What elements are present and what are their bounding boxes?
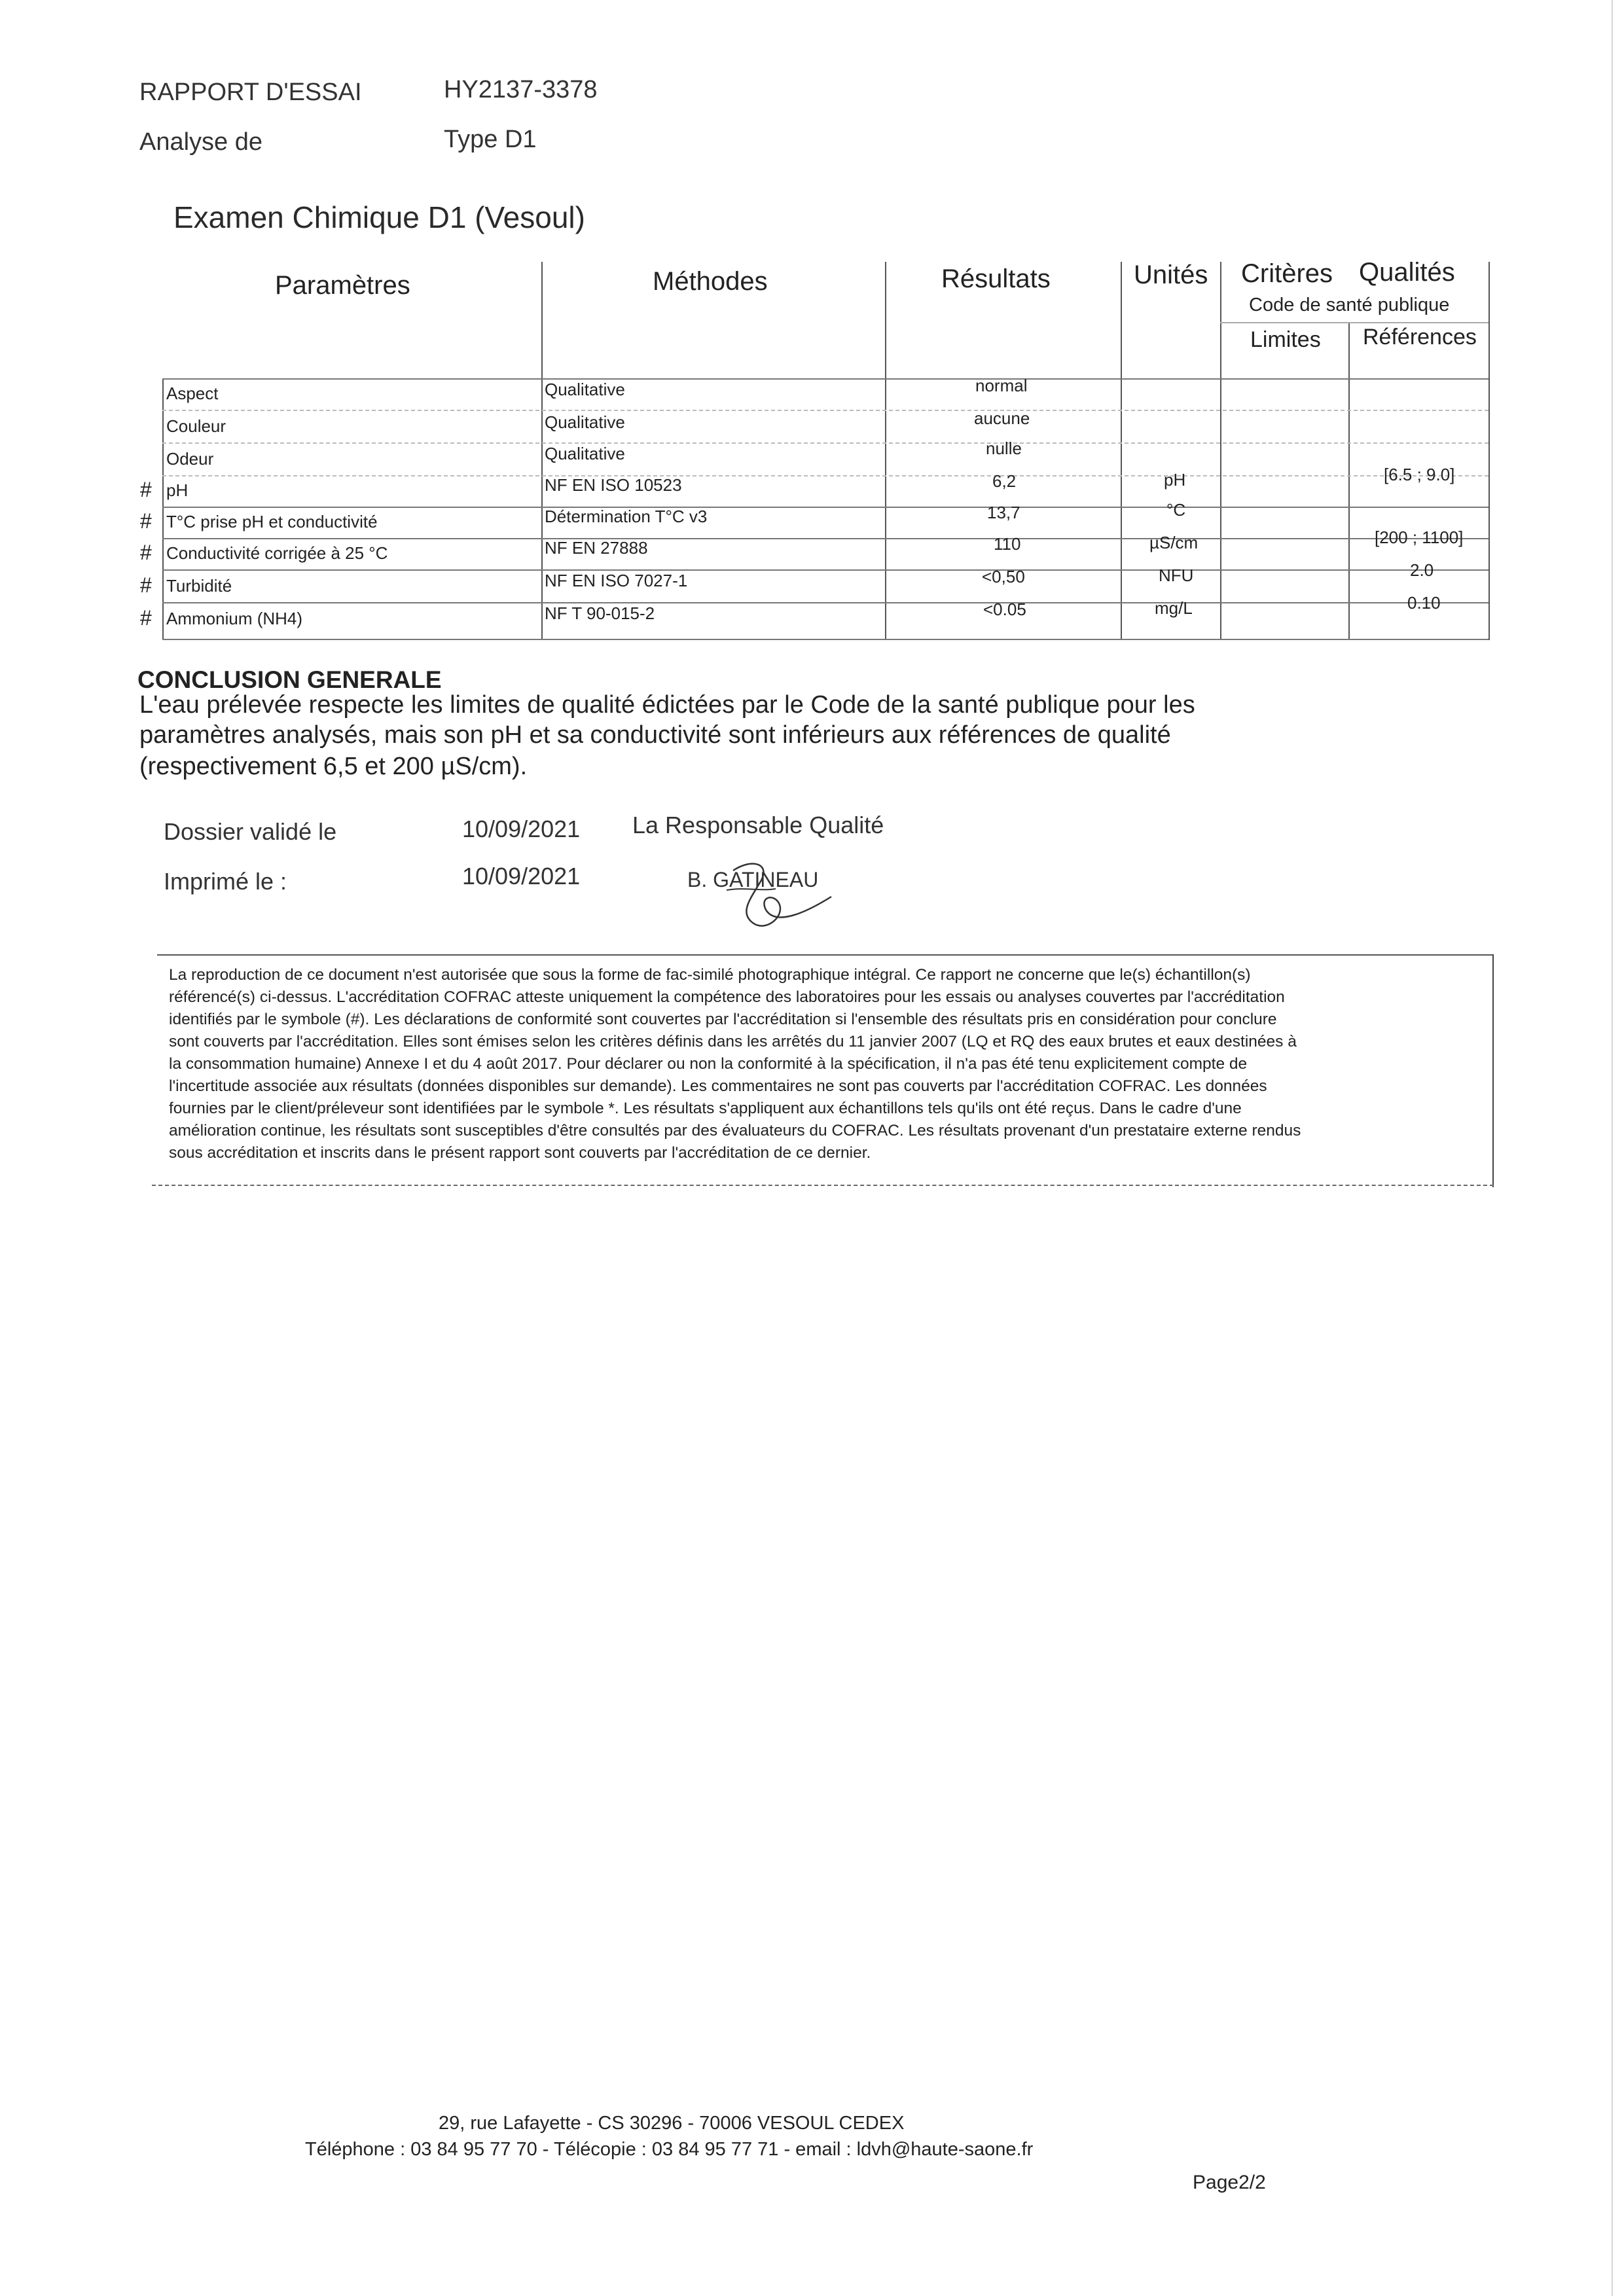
table-cell-parametre: Couleur (166, 416, 226, 436)
table-cell-parametre: pH (166, 480, 189, 500)
table-cell-unite: mg/L (1155, 598, 1193, 618)
validated-label: Dossier validé le (164, 818, 337, 845)
legal-line: identifiés par le symbole (#). Les déclarations de conformité sont couvertes par l'accréditation si l'ensemble des résultats pris en considération pour conclure (169, 1011, 1277, 1028)
footer-address: 29, rue Lafayette - CS 30296 - 70006 VESOUL CEDEX (439, 2113, 905, 2134)
accreditation-mark: # (140, 606, 152, 630)
table-cell-unite: µS/cm (1149, 533, 1199, 552)
signatory-name: B. GATINEAU (687, 868, 819, 891)
legal-line: sont couverts par l'accréditation. Elles sont émises selon les critères définis dans les arrêtés du 11 janvier 2007 (LQ et RQ des eaux brutes et eaux destinées à (169, 1033, 1297, 1050)
col-header-parametres: Paramètres (275, 271, 410, 300)
accreditation-mark: # (140, 573, 152, 597)
table-cell-resultat: 110 (994, 534, 1021, 554)
table-cell-methode: Qualitative (545, 444, 625, 463)
table-cell-parametre: Odeur (166, 449, 214, 469)
col-header-methodes: Méthodes (653, 267, 768, 296)
table-cell-parametre: Ammonium (NH4) (166, 609, 303, 628)
table-cell-methode: Qualitative (545, 412, 625, 432)
table-cell-unite: pH (1164, 470, 1186, 490)
col-header-resultats: Résultats (941, 264, 1051, 293)
table-cell-methode: NF EN 27888 (545, 538, 648, 558)
signature-scribble (713, 851, 838, 942)
table-cell-parametre: Conductivité corrigée à 25 °C (166, 543, 388, 563)
table-cell-methode: NF EN ISO 10523 (545, 475, 682, 495)
table-cell-resultat: nulle (986, 439, 1022, 458)
col-header-code-sante: Code de santé publique (1249, 295, 1450, 315)
legal-line: référencé(s) ci-dessus. L'accréditation COFRAC atteste uniquement la compétence des laboratoires pour les essais ou analyses couvertes par l'accréditation (169, 988, 1285, 1006)
printed-label: Imprimé le : (164, 868, 287, 895)
table-cell-resultat: normal (975, 376, 1028, 395)
results-table (131, 258, 1492, 641)
table-cell-methode: NF T 90-015-2 (545, 603, 655, 623)
legal-line: fournies par le client/préleveur sont identifiées par le symbole *. Les résultats s'appliquent aux échantillons tels qu'ils ont été reçus. Dans le cadre d'une (169, 1100, 1242, 1117)
conclusion-line: L'eau prélevée respecte les limites de qualité édictées par le Code de la santé publique pour les (139, 691, 1195, 719)
page-number: Page2/2 (1193, 2172, 1266, 2193)
table-cell-methode: NF EN ISO 7027-1 (545, 571, 688, 590)
table-cell-reference: [6.5 ; 9.0] (1384, 465, 1455, 484)
table-cell-parametre: Aspect (166, 384, 219, 403)
printed-date: 10/09/2021 (462, 863, 581, 889)
scan-edge-line (1612, 0, 1613, 2296)
table-cell-parametre: T°C prise pH et conductivité (166, 512, 378, 531)
responsible-title: La Responsable Qualité (632, 812, 884, 838)
report-number: HY2137-3378 (444, 76, 598, 103)
table-cell-resultat: 6,2 (992, 471, 1017, 491)
table-cell-methode: Qualitative (545, 380, 625, 399)
analysis-label: Analyse de (139, 128, 263, 156)
col-header-unites: Unités (1134, 260, 1208, 289)
validated-date: 10/09/2021 (462, 816, 581, 842)
table-cell-resultat: <0.05 (983, 600, 1026, 619)
accreditation-mark: # (140, 509, 152, 533)
conclusion-title: CONCLUSION GENERALE (137, 666, 442, 693)
exam-title: Examen Chimique D1 (Vesoul) (173, 200, 585, 234)
table-cell-parametre: Turbidité (166, 576, 232, 596)
table-cell-reference: [200 ; 1100] (1375, 528, 1464, 547)
footer-contact: Téléphone : 03 84 95 77 70 - Télécopie : 03 84 95 77 71 - email : ldvh@haute-saone.fr (305, 2139, 1034, 2160)
table-cell-unite: °C (1166, 500, 1186, 520)
legal-notice (157, 954, 1494, 1187)
table-cell-reference: 0.10 (1407, 593, 1441, 613)
legal-line: La reproduction de ce document n'est autorisée que sous la forme de fac-similé photographique intégral. Ce rapport ne concerne que le(s) échantillon(s) (169, 966, 1251, 984)
col-header-references: Références (1363, 325, 1477, 350)
col-header-qualites: Qualités (1359, 258, 1455, 287)
table-cell-limite: 2.0 (1410, 560, 1434, 580)
report-label: RAPPORT D'ESSAI (139, 79, 362, 106)
accreditation-mark: # (140, 478, 152, 501)
accreditation-mark: # (140, 541, 152, 564)
table-cell-methode: Détermination T°C v3 (545, 507, 708, 526)
table-cell-resultat: 13,7 (987, 503, 1020, 522)
table-cell-unite: NFU (1159, 565, 1194, 585)
analysis-type: Type D1 (444, 126, 537, 153)
table-cell-resultat: aucune (974, 408, 1030, 428)
conclusion-line: (respectivement 6,5 et 200 µS/cm). (139, 753, 528, 780)
col-header-criteres: Critères (1241, 259, 1333, 288)
conclusion-line: paramètres analysés, mais son pH et sa conductivité sont inférieurs aux références de qualité (139, 721, 1171, 749)
legal-line: amélioration continue, les résultats sont susceptibles d'être consultés par des évaluateurs du COFRAC. Les résultats provenant d'un prestataire externe rendus (169, 1122, 1301, 1139)
legal-line: l'incertitude associée aux résultats (données disponibles sur demande). Les commentaires ne sont pas couverts par l'accréditation COFRAC. Les données (169, 1077, 1267, 1095)
legal-line: sous accréditation et inscrits dans le présent rapport sont couverts par l'accréditation de ce dernier. (169, 1144, 871, 1162)
legal-line: la consommation humaine) Annexe I et du 4 août 2017. Pour déclarer ou non la conformité à la spécification, il n'a pas été tenu explicitement compte de (169, 1055, 1248, 1073)
col-header-limites: Limites (1250, 327, 1321, 352)
table-cell-resultat: <0,50 (982, 567, 1025, 586)
